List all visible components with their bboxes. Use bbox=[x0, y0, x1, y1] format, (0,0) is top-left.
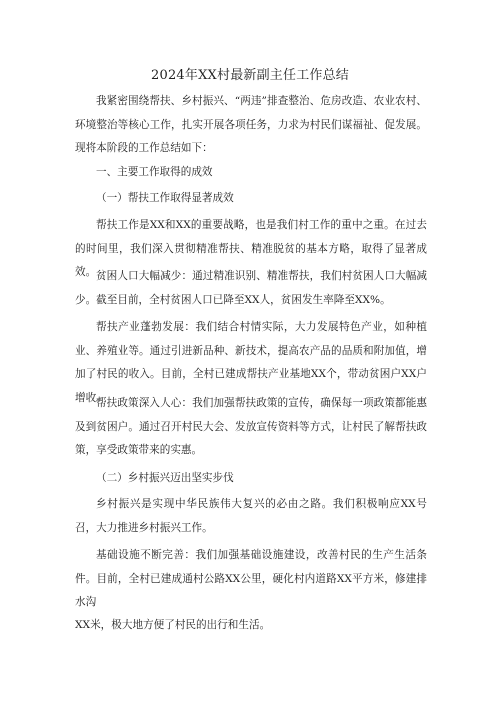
body-paragraph: 帮扶政策深入人心：我们加强帮扶政策的宣传，确保每一项政策都能惠及到贫困户。通过召开村民大会、发放宣传资料等方式，让村民了解帮扶政策，享受政策带来的实惠。 bbox=[75, 397, 427, 456]
section-heading: 一、主要工作取得的成效 bbox=[96, 166, 213, 178]
body-paragraph: 贫困人口大幅减少：通过精准识别、精准帮扶，我们村贫困人口大幅减少。截至目前，全村贫困人口已降至XX人，贫困发生率降至XX%。 bbox=[75, 270, 427, 306]
body-paragraph: 基础设施不断完善：我们加强基础设施建设，改善村民的生产生活条件。目前，全村已建成通村公路XX公里，硬化村内道路XX平方米，修建排水沟 bbox=[75, 549, 427, 608]
subsection-heading: （二）乡村振兴迈出坚实步伐 bbox=[96, 472, 234, 484]
body-paragraph: 乡村振兴是实现中华民族伟大复兴的必由之路。我们积极响应XX号召，大力推进乡村振兴工作。 bbox=[75, 498, 427, 534]
body-paragraph: XX米，极大地方便了村民的出行和生活。 bbox=[75, 619, 271, 631]
intro-paragraph: 我紧密围绕帮扶、乡村振兴、“两违”排查整治、危房改造、农业农村、环境整治等核心工作，扎实开展各项任务，力求为村民们谋福祉、促发展。现将本阶段的工作总结如下： bbox=[75, 95, 427, 154]
document-title: 2024年XX村最新副主任工作总结 bbox=[151, 68, 349, 83]
body-paragraph: 帮扶工作是XX和XX的重要战略，也是我们村工作的重中之重。在过去的时间里，我们深入贯彻精准帮扶、精准脱贫的基本方略，取得了显著成效。 bbox=[75, 219, 427, 278]
subsection-heading: （一）帮扶工作取得显著成效 bbox=[96, 192, 234, 204]
body-paragraph: 帮扶产业蓬勃发展：我们结合村情实际，大力发展特色产业，如种植业、养殖业等。通过引进新品种、新技术，提高农产品的品质和附加值，增加了村民的收入。目前，全村已建成帮扶产业基地XX个，带动贫困户XX户增收。 bbox=[75, 321, 427, 404]
